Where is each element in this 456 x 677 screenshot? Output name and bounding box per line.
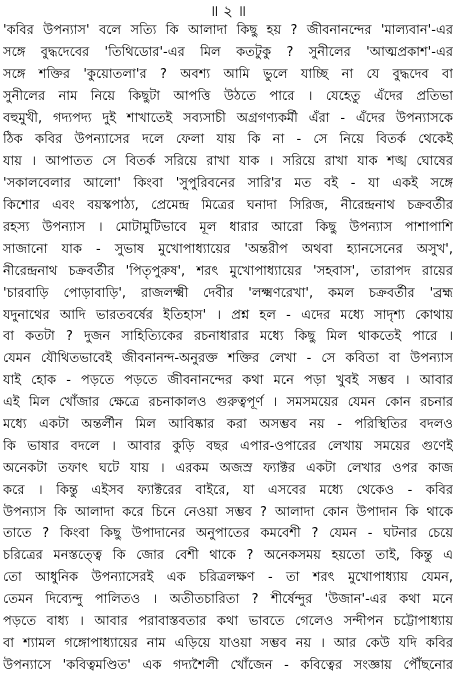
text-line: 'কবির উপন্যাস' বলে সত্যি কি আলাদা কিছু হয় ? জীবনানন্দের 'মাল্যবান'-এর xyxy=(3,23,453,38)
text-line: যাই হোক - পড়তে পড়তে জীবনানন্দের কথা মনে পড়া খুবই সম্ভব । আবার xyxy=(3,373,453,389)
text-line: সুনীলের নাম নিয়ে কিছুটা আপত্তি উঠতে পারে । যেহেতু এঁদের প্রতিভা xyxy=(3,88,453,104)
text-line: উপন্যাস কি আলাদা করে চিনে নেওয়া সম্ভব ? আলাদা কোন উপাদান কি থাকে xyxy=(3,504,453,520)
text-line: অনেকটা তফাৎ ঘটে যায় । এরকম অজস্র ফ্যাক্টর একটা লেখার ওপর কাজ xyxy=(3,460,453,476)
text-line: বহুমুখী, গদ্যপদ্য দুই শাখাতেই সব্যসাচী অগ্রগণ্যকর্মী এঁরা - এঁদের উপন্যাসকে xyxy=(3,110,453,126)
text-line: ঠিক কবির উপন্যাসের দলে ফেলা যায় কি না - সে নিয়ে বিতর্ক থেকেই xyxy=(3,132,453,148)
text-line: মধ্যে একটা অন্তর্লীন মিল আবিষ্কার করা অসম্ভব নয় - পরিস্থিতির বদলও xyxy=(3,417,453,433)
text-line: রহস্য উপন্যাস । মোটামুটিভাবে মূল ধারার আরো কিছু উপন্যাস পাশাপাশি xyxy=(3,220,453,236)
text-line: কি ভাষার বদলে । আবার কুড়ি বছর এপার-ওপারের লেখায় সময়ের গুণেই xyxy=(3,438,453,454)
text-line: বা কতটা ? দুজন সাহিত্যিকের রচনাধারার মধ্যে কিছু মিল থাকতেই পারে । xyxy=(3,329,453,345)
text-line: যেমন যৌথিতভাবেই জীবনানন্দ-অনুরক্ত শক্তির লেখা - সে কবিতা বা উপন্যাস xyxy=(3,351,453,367)
text-line: চরিত্রের মনস্তত্ত্বে কি জোর বেশী থাকে ? অনেকসময় হয়তো তাই, কিন্তু এ xyxy=(3,548,453,564)
text-line: বা শ্যামল গঙ্গোপাধ্যায়ের নাম এড়িয়ে যাওয়া সম্ভব নয় । আর কেউ যদি কবির xyxy=(3,635,453,651)
text-line: তাতে ? কিংবা কিছু উপাদানের অনুপাতের কমবেশী ? যেমন - ঘটনার চেয়ে xyxy=(3,526,453,542)
text-line: কিশোর এবং বয়স্কপাঠ্য, প্রেমেন্দ্র মিত্রের ঘনাদা সিরিজ, নীরেন্দ্রনাথ চক্রবর্তীর xyxy=(3,198,453,214)
body-text xyxy=(3,20,453,677)
text-line: যায় । আপাতত সে বিতর্ক সরিয়ে রাখা যাক । সরিয়ে রাখা যাক শঙ্খ ঘোষের xyxy=(3,154,453,170)
text-line: পড়তে বাধ্য । আবার পরাবাস্তবতার কথা ভাবতে গেলেও সন্দীপন চট্টোপাধ্যায় xyxy=(3,614,453,630)
text-line: 'সকালবেলার আলো' কিংবা 'সুপুরিবনের সারি'র মত বই - যা একই সঙ্গে xyxy=(3,176,453,192)
text-line: তো আধুনিক উপন্যাসেরই এক চরিত্রলক্ষণ - তা শরৎ মুখোপাধ্যায় যেমন, xyxy=(3,570,453,586)
chapter-heading: ॥ ২ ॥ xyxy=(209,2,247,20)
text-line: করে । কিন্তু এইসব ফ্যাক্টরের বাইরে, যা এসবের মধ্যে থেকেও - কবির xyxy=(3,482,453,498)
text-line: এই মিল খোঁজার ক্ষেত্রে রচনাকালও গুরুত্বপূর্ণ । সমসময়ের যেমন কোন রচনার xyxy=(3,395,453,411)
text-line: উপন্যাসে 'কবিত্বমণ্ডিত' এক গদ্যশৈলী খোঁজেন - কবিত্বের সংজ্ঞায় পৌঁছনোর xyxy=(3,657,453,673)
text-line: সাজানো যাক - সুভাষ মুখোপাধ্যায়ের 'অন্তরীপ অথবা হ্যানসেনের অসুখ', xyxy=(3,241,453,257)
text-line: সঙ্গে বুদ্ধদেবের 'তিথিডোর'-এর মিল কতটুকু ? সুনীলের 'আত্মপ্রকাশ'-এর xyxy=(3,44,453,60)
text-line: যদুনাথের আদি ভারতবর্ষের ইতিহাস' । প্রশ্ন হল - এদের মধ্যে সাদৃশ্য কোথায় xyxy=(3,307,453,323)
text-line: নীরেন্দ্রনাথ চক্রবর্তীর 'পিতৃপুরুষ', শরৎ মুখোপাধ্যায়ের 'সহবাস', তারাপদ রায়ের xyxy=(3,263,453,279)
text-line: সঙ্গে শক্তির 'কুয়োতলা'র ? অবশ্য আমি ভুলে যাচ্ছি না যে বুদ্ধদেব বা xyxy=(3,66,453,82)
text-line: তেমন দিব্যেন্দু পালিতও । অতীতচারিতা ? শীর্ষেন্দুর 'উজান'-এর কথা মনে xyxy=(3,592,453,608)
text-line: 'চারবাড়ি পোড়াবাড়ি', রাজলক্ষ্মী দেবীর 'লক্ষ্মণরেখা', কমল চক্রবর্তীর 'ব্রহ্ম xyxy=(3,285,453,301)
